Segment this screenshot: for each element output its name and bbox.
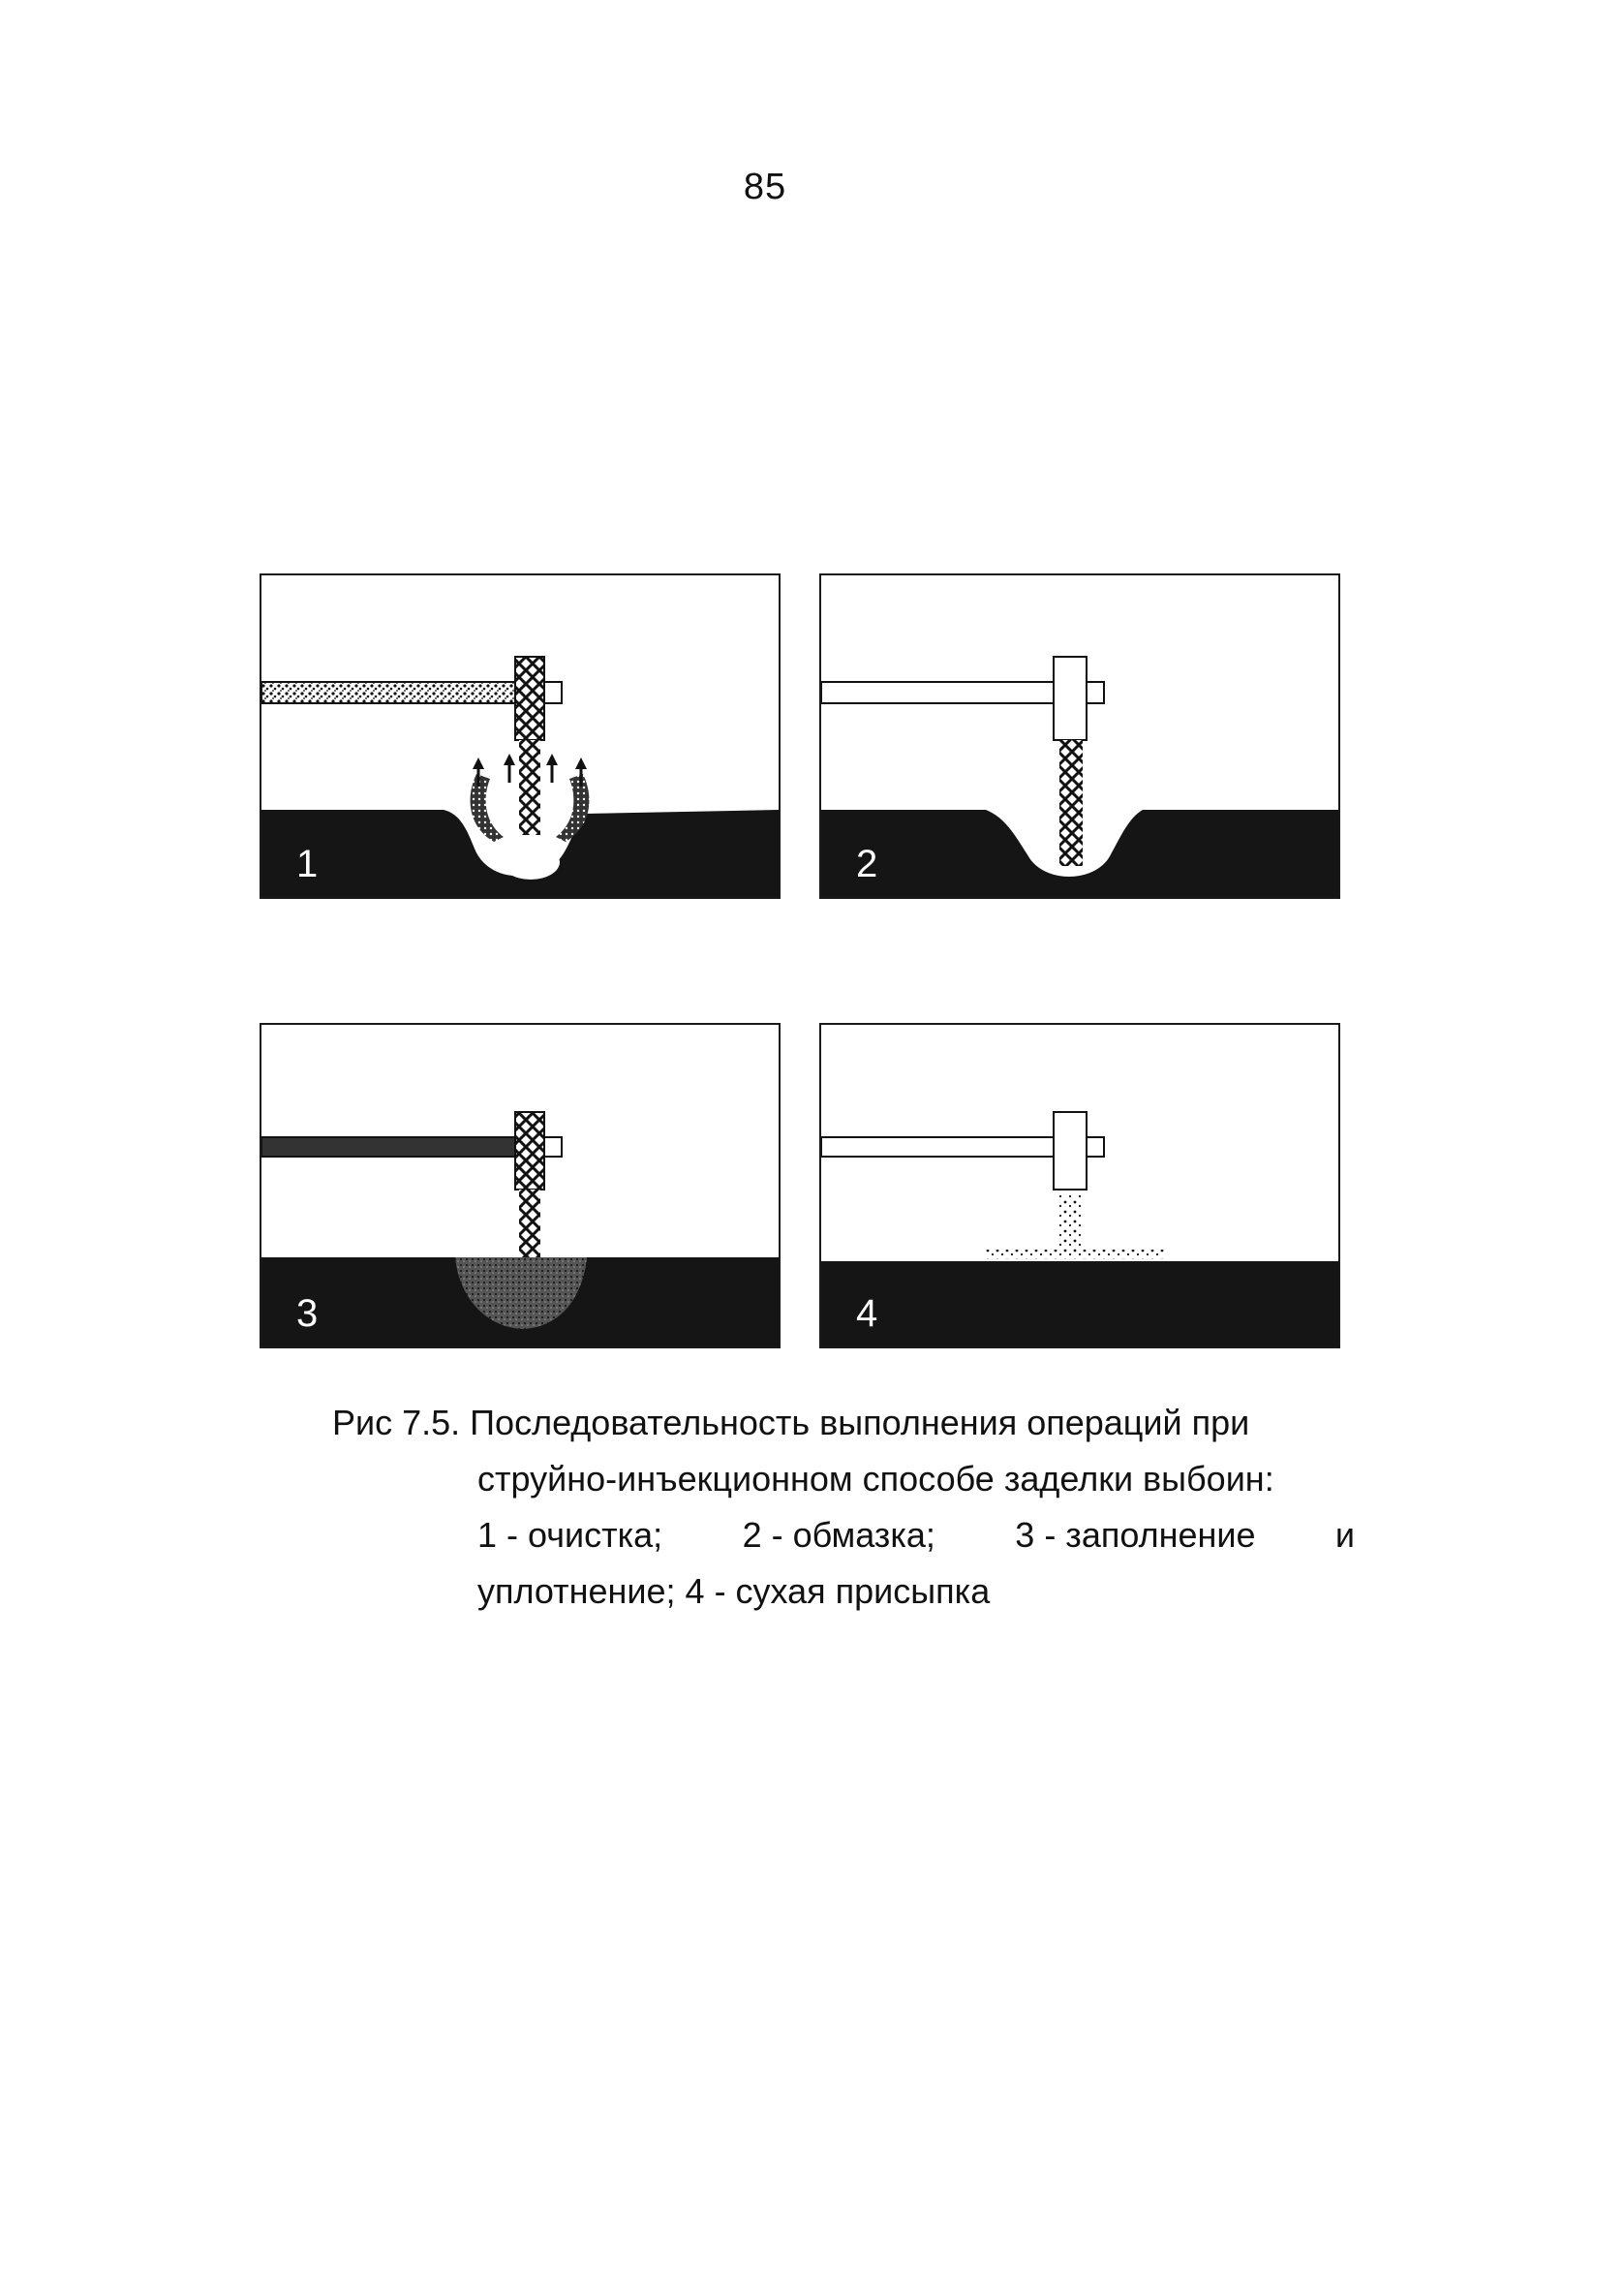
panel-label: 3 [296,1292,319,1335]
caption-line-3 [332,1507,1359,1563]
coating-illustration [821,575,1338,897]
panel-label: 1 [296,843,319,885]
panel-label: 4 [856,1292,878,1335]
figure-caption [332,1395,1359,1620]
figure-panel-filling [260,1023,781,1348]
panel-label: 2 [856,843,878,885]
caption-item-4: и [1334,1515,1355,1555]
filling-illustration [261,1025,779,1346]
figure-panel-dusting [819,1023,1340,1348]
figure-panel-cleaning [260,573,781,899]
dusting-illustration [821,1025,1338,1346]
caption-line-4: уплотнение; 4 - сухая присыпка [477,1571,991,1611]
caption-item-1: 1 - очистка; [477,1515,663,1555]
figure-panel-coating [819,573,1340,899]
cleaning-illustration [261,575,779,897]
page-number: 85 [743,167,787,207]
caption-line-1: Рис 7.5. Последовательность выполнения операций при [332,1403,1250,1442]
caption-item-3: 3 - заполнение [1015,1515,1256,1555]
caption-item-2: 2 - обмазка; [742,1515,935,1555]
caption-line-2: струйно-инъекционном способе заделки выбоин: [477,1459,1274,1499]
